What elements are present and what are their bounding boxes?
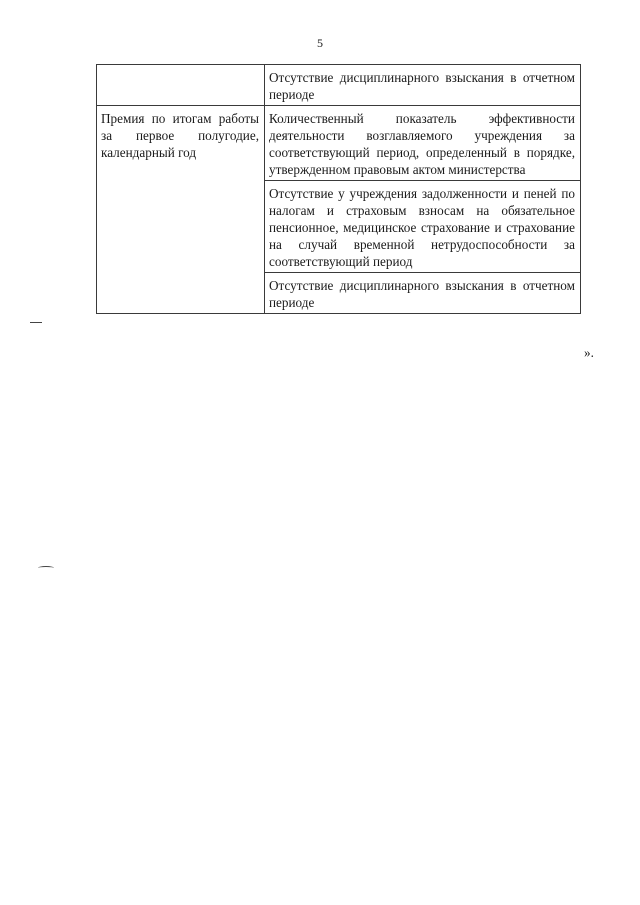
scan-artifact [30,322,42,323]
bonus-criteria-table [96,64,581,314]
closing-quote-mark: ». [584,345,594,360]
page-number: 5 [317,36,323,50]
criterion-cell [97,65,265,106]
indicator-cell: Количественный показатель эффективности деятельности возглавляемого учреждения за соответствующий период, определенный в порядке, утвержденном правовым актом министерства [265,106,581,181]
criterion-cell: Премия по итогам работы за первое полугодие, календарный год [97,106,265,314]
table-row [97,65,581,106]
indicator-cell: Отсутствие дисциплинарного взыскания в отчетном периоде [265,273,581,314]
indicator-cell: Отсутствие у учреждения задолженности и пеней по налогам и страховым взносам на обязательное пенсионное, медицинское страхование и страхование на случай временной нетрудоспособности за соответствующий период [265,181,581,273]
scan-artifact [38,566,54,570]
indicator-cell: Отсутствие дисциплинарного взыскания в отчетном периоде [265,65,581,106]
table-row [97,106,581,181]
